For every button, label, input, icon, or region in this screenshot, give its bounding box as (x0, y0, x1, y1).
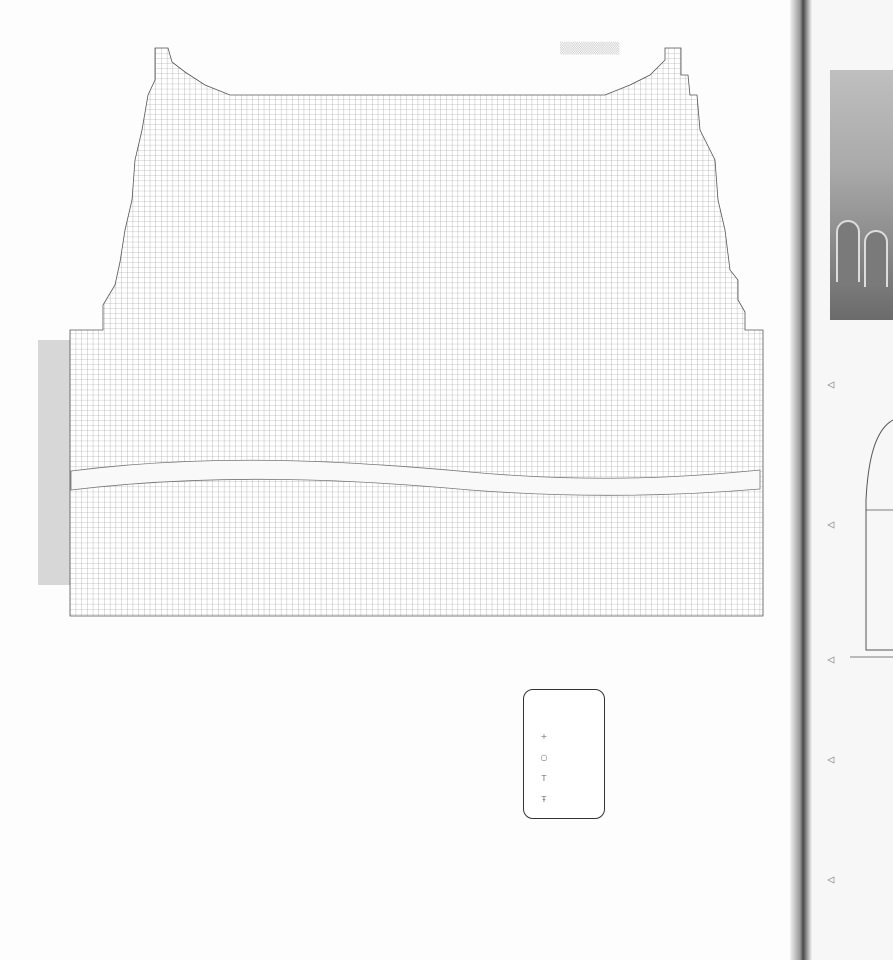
chain-stitch-symbol-icon: ○ (540, 753, 548, 762)
half-double-crochet-symbol-icon: T (541, 774, 547, 783)
show-through-text: ▒▒▒▒▒▒▒ (560, 42, 620, 55)
single-crochet-symbol-icon: + (540, 732, 548, 741)
double-crochet-symbol-icon: Ŧ (541, 795, 547, 804)
